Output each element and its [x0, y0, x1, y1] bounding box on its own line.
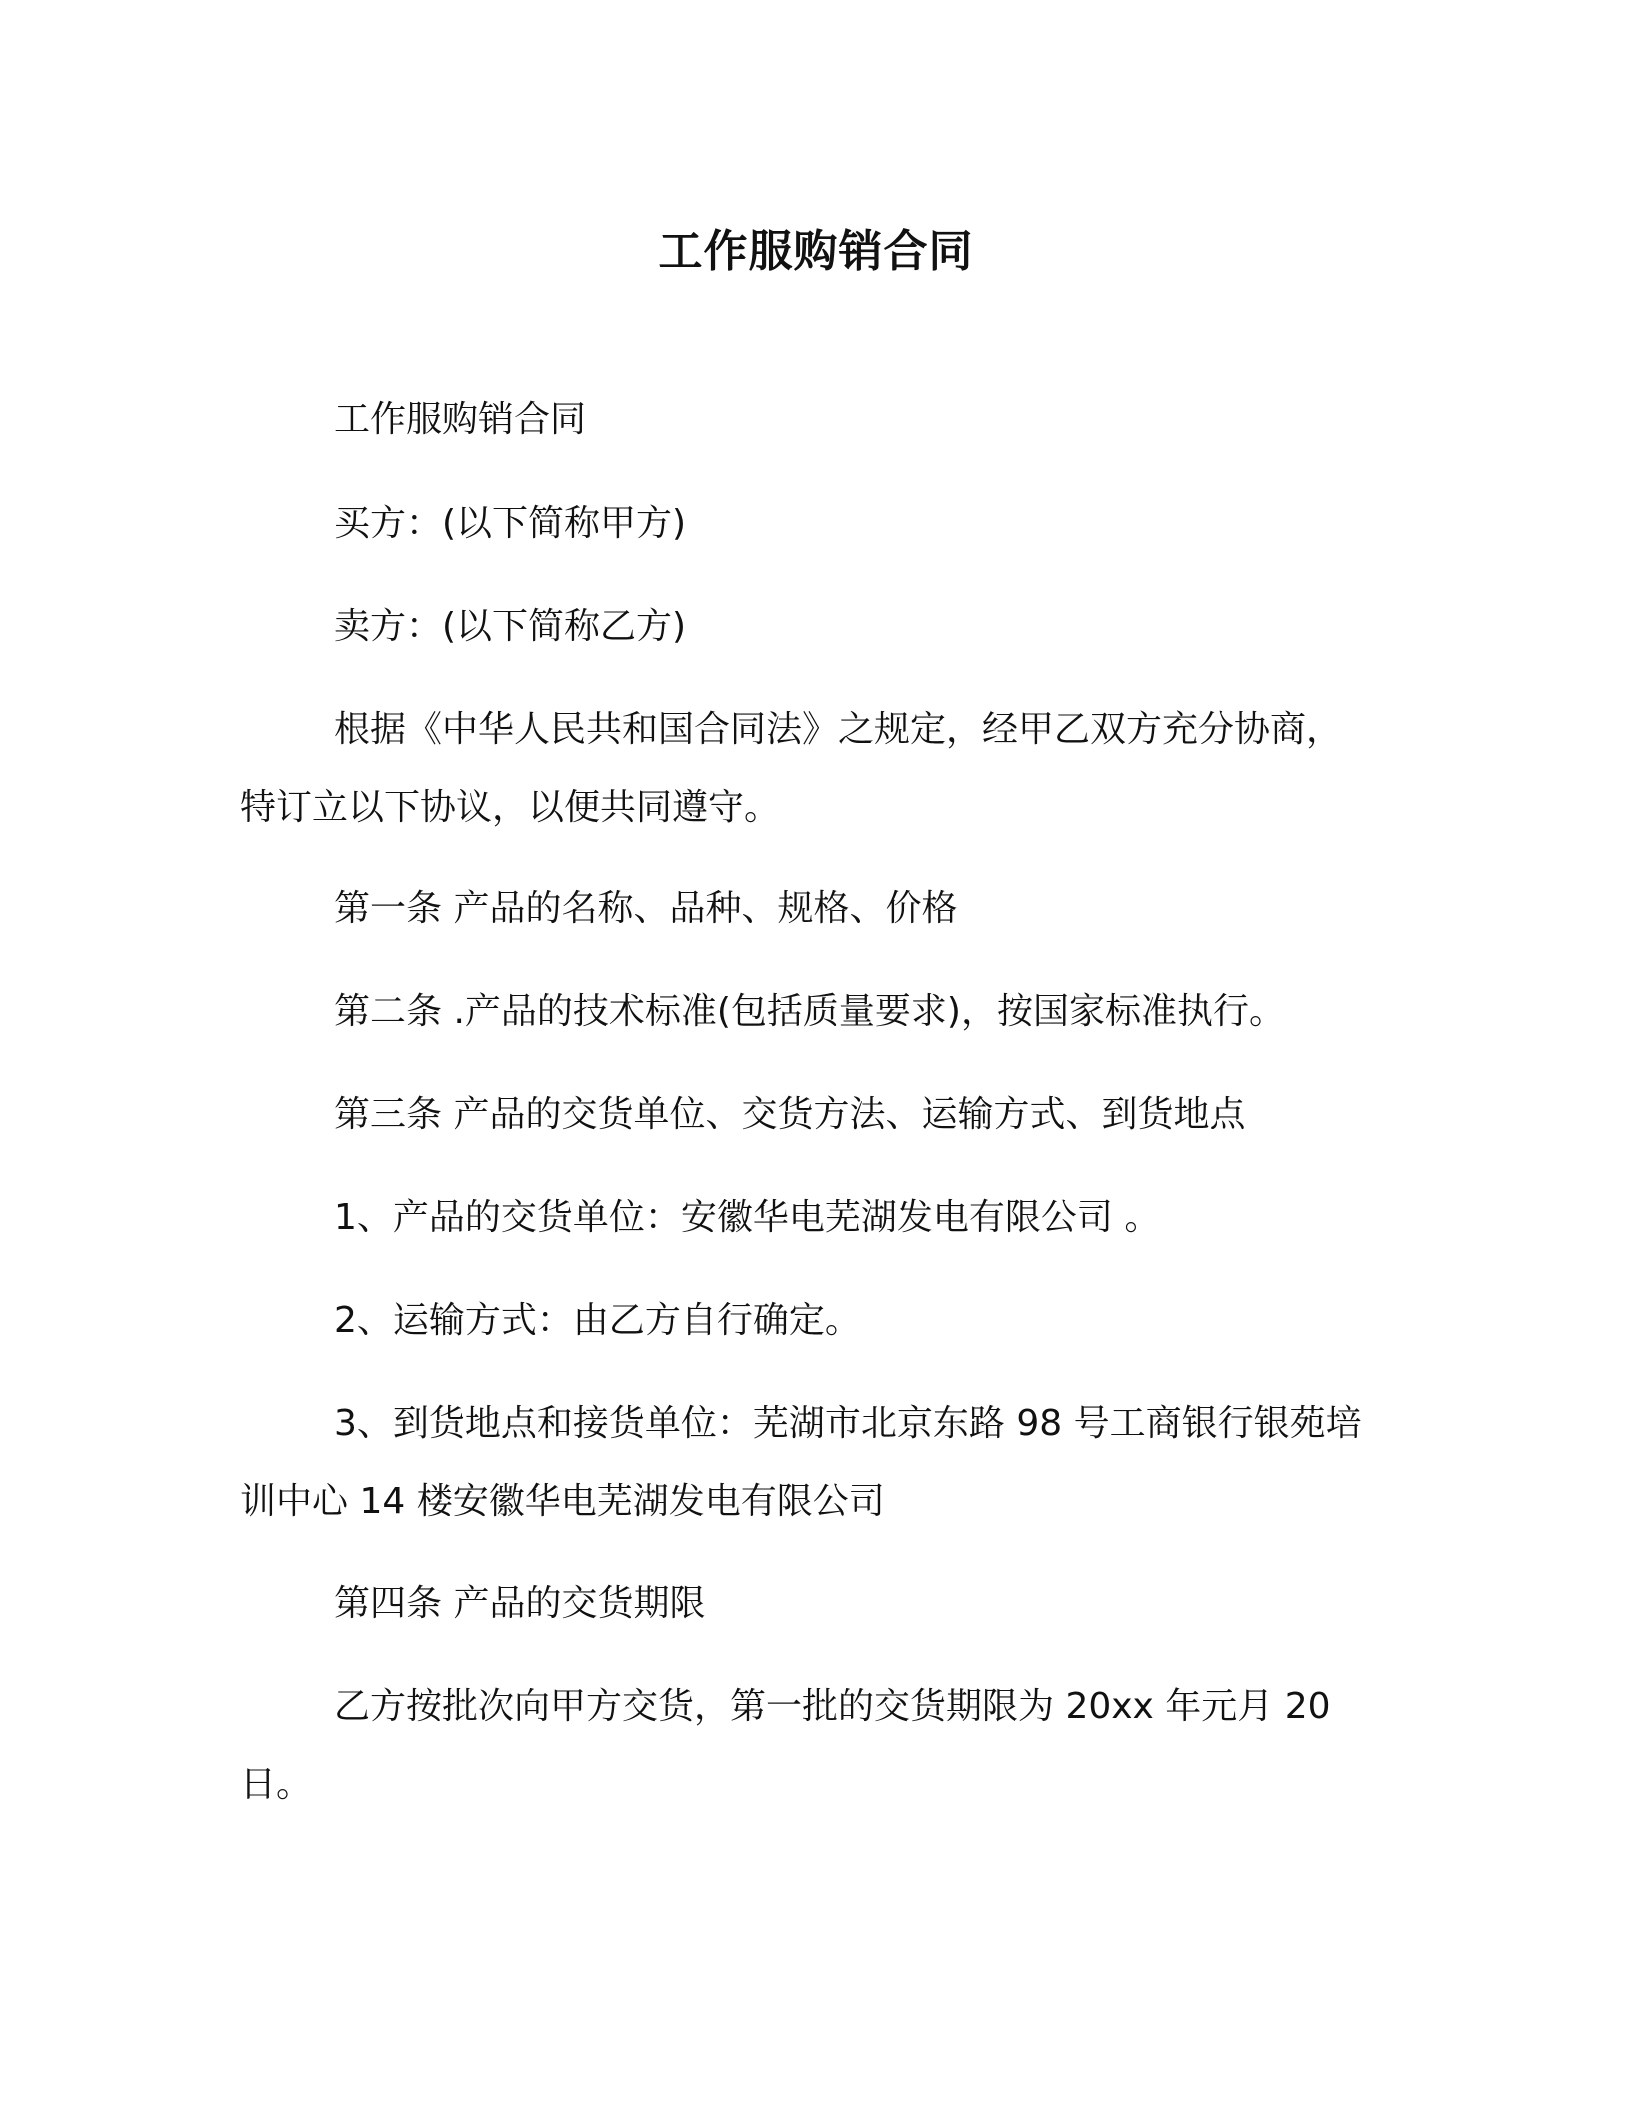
article-3-item-1: 1、产品的交货单位：安徽华电芜湖发电有限公司 。	[334, 1197, 1161, 1238]
buyer-line: 买方：(以下简称甲方)	[334, 503, 687, 544]
article-2: 第二条 .产品的技术标准(包括质量要求)，按国家标准执行。	[334, 991, 1285, 1032]
article-3-item-2: 2、运输方式：由乙方自行确定。	[334, 1300, 861, 1341]
article-3-item-3-line-2: 训中心 14 楼安徽华电芜湖发电有限公司	[240, 1481, 885, 1522]
article-3-item-3-line-1: 3、到货地点和接货单位：芜湖市北京东路 98 号工商银行银苑培	[334, 1403, 1362, 1444]
article-4: 第四条 产品的交货期限	[334, 1583, 706, 1624]
preamble-line-2: 特订立以下协议，以便共同遵守。	[240, 787, 781, 828]
document-title: 工作服购销合同	[658, 226, 974, 277]
delivery-term-line-2: 日。	[240, 1764, 313, 1805]
contract-heading: 工作服购销合同	[334, 399, 587, 440]
delivery-term-line-1: 乙方按批次向甲方交货，第一批的交货期限为 20xx 年元月 20	[334, 1686, 1331, 1727]
article-1: 第一条 产品的名称、品种、规格、价格	[334, 888, 958, 929]
article-3: 第三条 产品的交货单位、交货方法、运输方式、到货地点	[334, 1094, 1246, 1135]
preamble-line-1: 根据《中华人民共和国合同法》之规定，经甲乙双方充分协商，	[334, 709, 1343, 750]
seller-line: 卖方：(以下简称乙方)	[334, 606, 687, 647]
